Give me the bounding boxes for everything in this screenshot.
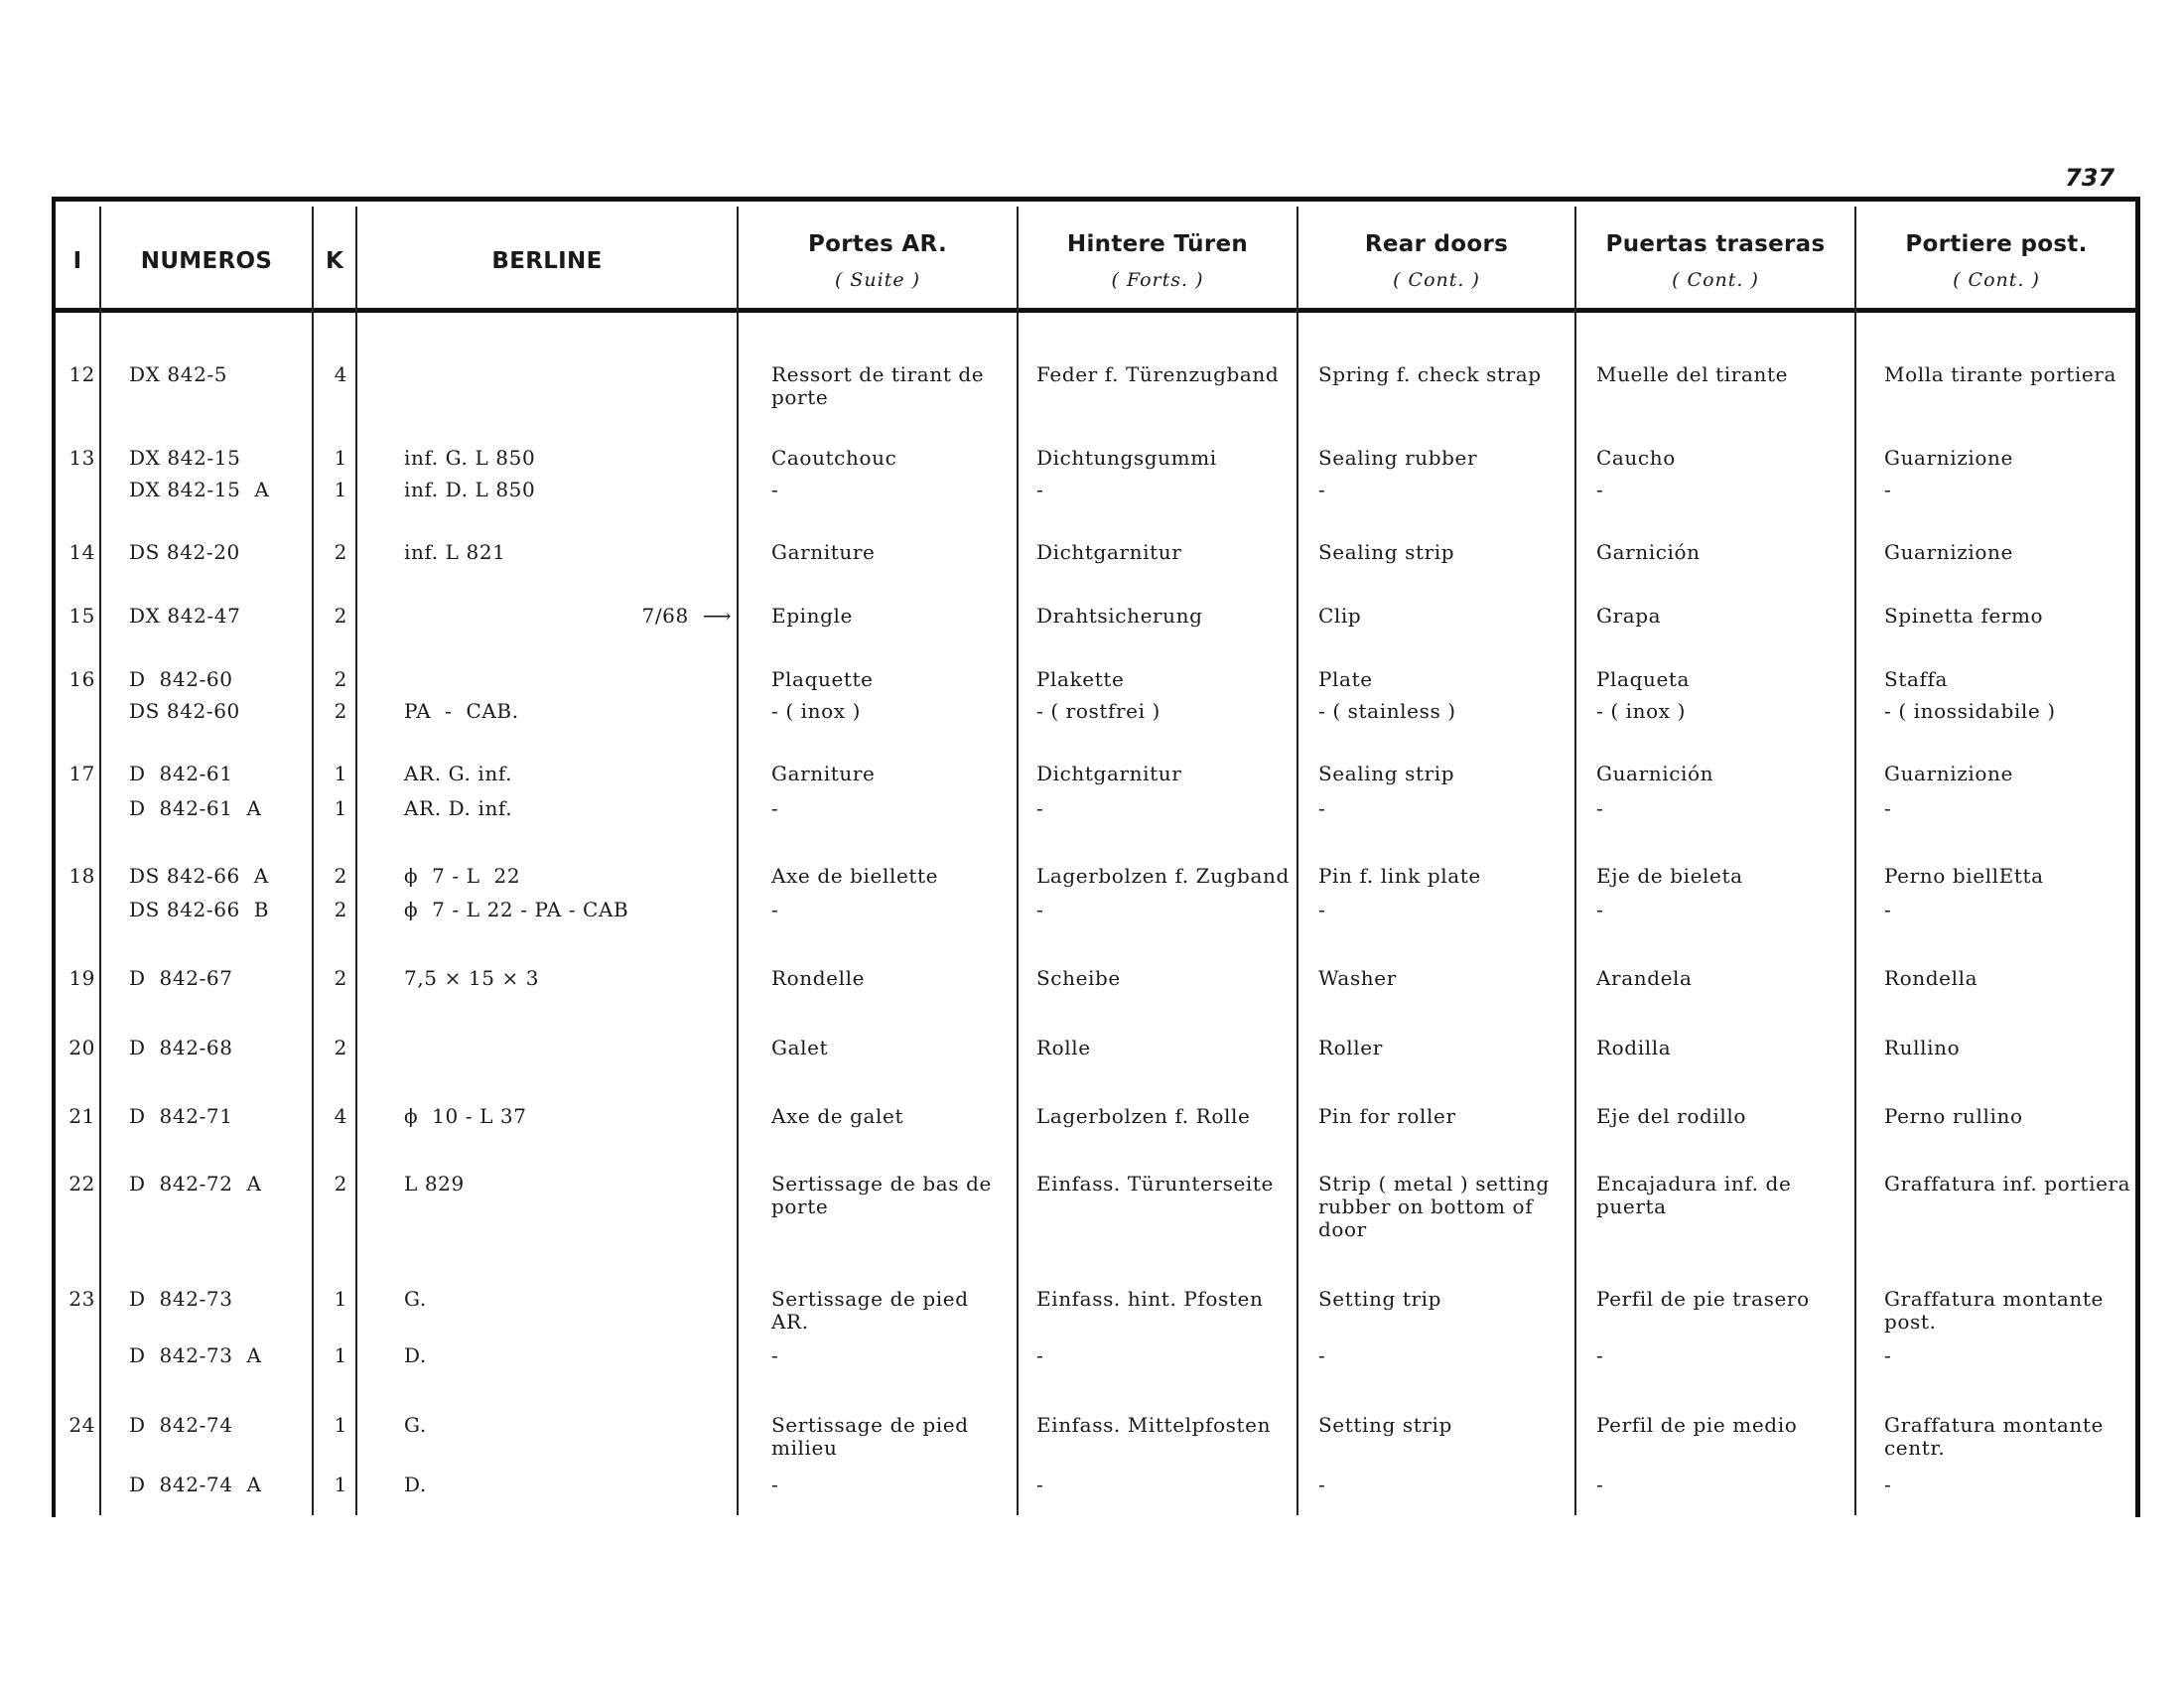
column-divider bbox=[99, 207, 101, 1515]
cell-french: Epingle bbox=[771, 604, 853, 628]
cell-german: - ( rostfrei ) bbox=[1036, 699, 1160, 723]
page-number: 737 bbox=[2065, 164, 2116, 192]
cell-italian: Perno rullino bbox=[1884, 1104, 2023, 1128]
cell-numero: D 842-60 bbox=[129, 667, 233, 691]
cell-numero: D 842-74 bbox=[129, 1413, 233, 1437]
cell-spanish: Caucho bbox=[1596, 446, 1676, 470]
table-top-border bbox=[52, 197, 2140, 202]
cell-german: Dichtgarnitur bbox=[1036, 762, 1182, 785]
header-german-label: Hintere Türen bbox=[1066, 231, 1249, 257]
cell-spanish: - bbox=[1596, 898, 1604, 921]
cell-english: Sealing strip bbox=[1318, 762, 1455, 785]
header-divider bbox=[52, 308, 2140, 313]
cell-numero: D 842-73 A bbox=[129, 1343, 262, 1367]
cell-berline: D. bbox=[404, 1343, 427, 1367]
cell-german: Einfass. hint. Pfosten bbox=[1036, 1287, 1264, 1311]
cell-k: 1 bbox=[334, 446, 347, 470]
cell-numero: D 842-68 bbox=[129, 1036, 233, 1059]
column-divider bbox=[355, 207, 357, 1515]
cell-english: Sealing strip bbox=[1318, 540, 1455, 564]
cell-french: Rondelle bbox=[771, 966, 866, 990]
cell-italian: - bbox=[1884, 1343, 1892, 1367]
cell-berline: ϕ 7 - L 22 - PA - CAB bbox=[404, 898, 629, 921]
cell-numero: D 842-67 bbox=[129, 966, 233, 990]
cell-italian: Rullino bbox=[1884, 1036, 1961, 1059]
cell-spanish: Plaqueta bbox=[1596, 667, 1691, 691]
cell-index: 22 bbox=[68, 1172, 95, 1196]
cell-french: Sertissage de pied AR. bbox=[771, 1287, 976, 1334]
cell-english: Clip bbox=[1318, 604, 1362, 628]
column-divider bbox=[1017, 207, 1019, 1515]
header-numeros bbox=[101, 216, 312, 306]
cell-k: 1 bbox=[334, 1343, 347, 1367]
cell-spanish: Garnición bbox=[1596, 540, 1701, 564]
cell-spanish: - bbox=[1596, 796, 1604, 820]
cell-spanish: Perfil de pie medio bbox=[1596, 1413, 1798, 1437]
header-german bbox=[1019, 216, 1297, 306]
cell-german: Lagerbolzen f. Zugband bbox=[1036, 864, 1290, 888]
header-k bbox=[314, 216, 355, 306]
header-french bbox=[739, 216, 1017, 306]
cell-numero: DX 842-5 bbox=[129, 362, 228, 386]
cell-numero: D 842-74 A bbox=[129, 1473, 262, 1496]
cell-german: Feder f. Türenzugband bbox=[1036, 362, 1280, 386]
cell-german: Drahtsicherung bbox=[1036, 604, 1203, 628]
cell-italian: - bbox=[1884, 478, 1892, 501]
cell-english: Spring f. check strap bbox=[1318, 362, 1542, 386]
cell-italian: Graffatura montante centr. bbox=[1884, 1413, 2104, 1460]
cell-german: Lagerbolzen f. Rolle bbox=[1036, 1104, 1251, 1128]
cell-english: Sealing rubber bbox=[1318, 446, 1478, 470]
cell-index: 14 bbox=[68, 540, 95, 564]
cell-numero: DX 842-15 bbox=[129, 446, 241, 470]
cell-english: Pin f. link plate bbox=[1318, 864, 1481, 888]
cell-index: 15 bbox=[68, 604, 95, 628]
cell-english: Setting trip bbox=[1318, 1287, 1442, 1311]
cell-k: 2 bbox=[334, 966, 347, 990]
cell-french: - ( inox ) bbox=[771, 699, 862, 723]
cell-k: 2 bbox=[334, 540, 347, 564]
cell-french: - bbox=[771, 898, 779, 921]
cell-index: 17 bbox=[68, 762, 95, 785]
cell-german: Scheibe bbox=[1036, 966, 1121, 990]
column-divider bbox=[312, 207, 314, 1515]
cell-index: 13 bbox=[68, 446, 95, 470]
cell-numero: D 842-72 A bbox=[129, 1172, 262, 1196]
cell-k: 2 bbox=[334, 667, 347, 691]
header-index-label: I bbox=[72, 248, 82, 274]
cell-numero: DX 842-15 A bbox=[129, 478, 270, 501]
cell-english: Roller bbox=[1318, 1036, 1383, 1059]
cell-spanish: Eje de bieleta bbox=[1596, 864, 1743, 888]
cell-spanish: Guarnición bbox=[1596, 762, 1714, 785]
header-italian-sub: ( Cont. ) bbox=[1953, 269, 2040, 291]
cell-k: 1 bbox=[334, 796, 347, 820]
cell-k: 1 bbox=[334, 1473, 347, 1496]
cell-english: - bbox=[1318, 478, 1326, 501]
cell-spanish: Rodilla bbox=[1596, 1036, 1672, 1059]
cell-italian: - bbox=[1884, 1473, 1892, 1496]
cell-numero: DX 842-47 bbox=[129, 604, 241, 628]
cell-german: - bbox=[1036, 898, 1044, 921]
cell-berline: inf. G. L 850 bbox=[404, 446, 536, 470]
cell-french: - bbox=[771, 1473, 779, 1496]
header-index bbox=[56, 216, 99, 306]
cell-german: Rolle bbox=[1036, 1036, 1091, 1059]
cell-spanish: - bbox=[1596, 1473, 1604, 1496]
cell-italian: - ( inossidabile ) bbox=[1884, 699, 2056, 723]
header-english-label: Rear doors bbox=[1364, 231, 1509, 257]
cell-french: - bbox=[771, 1343, 779, 1367]
column-divider bbox=[1574, 207, 1576, 1515]
cell-english: Strip ( metal ) setting rubber on bottom of door bbox=[1318, 1172, 1550, 1241]
cell-berline: ϕ 10 - L 37 bbox=[404, 1104, 527, 1128]
cell-index: 21 bbox=[68, 1104, 95, 1128]
cell-german: - bbox=[1036, 796, 1044, 820]
cell-k: 1 bbox=[334, 762, 347, 785]
header-spanish-label: Puertas traseras bbox=[1605, 231, 1826, 257]
cell-spanish: Arandela bbox=[1596, 966, 1693, 990]
cell-italian: - bbox=[1884, 796, 1892, 820]
column-divider bbox=[737, 207, 739, 1515]
cell-french: - bbox=[771, 478, 779, 501]
cell-berline: AR. D. inf. bbox=[404, 796, 513, 820]
cell-index: 24 bbox=[68, 1413, 95, 1437]
cell-spanish: Muelle del tirante bbox=[1596, 362, 1789, 386]
cell-german: Dichtgarnitur bbox=[1036, 540, 1182, 564]
header-german-sub: ( Forts. ) bbox=[1111, 269, 1204, 291]
cell-french: Axe de biellette bbox=[771, 864, 939, 888]
cell-berline: D. bbox=[404, 1473, 427, 1496]
cell-french: - bbox=[771, 796, 779, 820]
cell-berline: inf. D. L 850 bbox=[404, 478, 536, 501]
header-k-label: K bbox=[325, 248, 344, 274]
cell-french: Caoutchouc bbox=[771, 446, 897, 470]
cell-french: Axe de galet bbox=[771, 1104, 904, 1128]
cell-k: 2 bbox=[334, 898, 347, 921]
cell-numero: D 842-73 bbox=[129, 1287, 233, 1311]
cell-french: Sertissage de pied milieu bbox=[771, 1413, 969, 1460]
header-berline bbox=[357, 216, 737, 306]
cell-berline: ϕ 7 - L 22 bbox=[404, 864, 521, 888]
header-spanish-sub: ( Cont. ) bbox=[1672, 269, 1759, 291]
cell-german: - bbox=[1036, 1343, 1044, 1367]
cell-numero: DS 842-20 bbox=[129, 540, 240, 564]
cell-berline: G. bbox=[404, 1287, 427, 1311]
column-divider bbox=[1854, 207, 1856, 1515]
column-divider bbox=[1297, 207, 1298, 1515]
cell-spanish: - bbox=[1596, 478, 1604, 501]
cell-index: 12 bbox=[68, 362, 95, 386]
cell-german: Einfass. Türunterseite bbox=[1036, 1172, 1274, 1196]
cell-berline: inf. L 821 bbox=[404, 540, 506, 564]
cell-english: Washer bbox=[1318, 966, 1397, 990]
cell-french: Plaquette bbox=[771, 667, 874, 691]
cell-italian: Guarnizione bbox=[1884, 446, 2013, 470]
cell-spanish: Encajadura inf. de puerta bbox=[1596, 1172, 1792, 1218]
cell-k: 2 bbox=[334, 1172, 347, 1196]
cell-german: Dichtungsgummi bbox=[1036, 446, 1217, 470]
cell-berline: 7/68 ⟶ bbox=[641, 604, 732, 628]
cell-italian: Graffatura inf. portiera bbox=[1884, 1172, 2131, 1196]
cell-italian: Graffatura montante post. bbox=[1884, 1287, 2104, 1334]
cell-english: - ( stainless ) bbox=[1318, 699, 1456, 723]
cell-italian: Guarnizione bbox=[1884, 540, 2013, 564]
parts-table bbox=[52, 197, 2140, 1517]
cell-italian: Molla tirante portiera bbox=[1884, 362, 2116, 386]
cell-spanish: - ( inox ) bbox=[1596, 699, 1687, 723]
header-french-sub: ( Suite ) bbox=[834, 269, 921, 291]
cell-berline: L 829 bbox=[404, 1172, 465, 1196]
cell-english: - bbox=[1318, 1343, 1326, 1367]
cell-italian: Guarnizione bbox=[1884, 762, 2013, 785]
cell-k: 1 bbox=[334, 1413, 347, 1437]
cell-spanish: - bbox=[1596, 1343, 1604, 1367]
cell-italian: Rondella bbox=[1884, 966, 1979, 990]
cell-french: Garniture bbox=[771, 540, 876, 564]
header-spanish bbox=[1576, 216, 1854, 306]
cell-french: Garniture bbox=[771, 762, 876, 785]
cell-english: - bbox=[1318, 796, 1326, 820]
cell-english: Plate bbox=[1318, 667, 1373, 691]
cell-italian: Staffa bbox=[1884, 667, 1948, 691]
cell-k: 4 bbox=[334, 362, 347, 386]
cell-french: Sertissage de bas de porte bbox=[771, 1172, 992, 1218]
cell-english: - bbox=[1318, 898, 1326, 921]
cell-index: 19 bbox=[68, 966, 95, 990]
cell-english: Pin for roller bbox=[1318, 1104, 1456, 1128]
cell-berline: AR. G. inf. bbox=[404, 762, 513, 785]
cell-numero: DS 842-66 A bbox=[129, 864, 269, 888]
header-italian bbox=[1856, 216, 2136, 306]
cell-french: Ressort de tirant de porte bbox=[771, 362, 985, 409]
cell-k: 2 bbox=[334, 864, 347, 888]
cell-index: 23 bbox=[68, 1287, 95, 1311]
cell-spanish: Grapa bbox=[1596, 604, 1662, 628]
cell-spanish: Perfil de pie trasero bbox=[1596, 1287, 1810, 1311]
table-left-border bbox=[52, 197, 56, 1517]
cell-index: 18 bbox=[68, 864, 95, 888]
cell-index: 16 bbox=[68, 667, 95, 691]
cell-k: 1 bbox=[334, 1287, 347, 1311]
cell-italian: - bbox=[1884, 898, 1892, 921]
cell-index: 20 bbox=[68, 1036, 95, 1059]
cell-german: Einfass. Mittelpfosten bbox=[1036, 1413, 1272, 1437]
header-italian-label: Portiere post. bbox=[1905, 231, 2088, 257]
cell-italian: Perno biellEtta bbox=[1884, 864, 2044, 888]
cell-numero: DS 842-60 bbox=[129, 699, 240, 723]
cell-german: - bbox=[1036, 478, 1044, 501]
cell-numero: D 842-61 bbox=[129, 762, 233, 785]
cell-berline: 7,5 × 15 × 3 bbox=[404, 966, 540, 990]
cell-k: 2 bbox=[334, 1036, 347, 1059]
cell-k: 1 bbox=[334, 478, 347, 501]
header-english-sub: ( Cont. ) bbox=[1393, 269, 1480, 291]
cell-english: Setting strip bbox=[1318, 1413, 1452, 1437]
cell-berline: G. bbox=[404, 1413, 427, 1437]
cell-english: - bbox=[1318, 1473, 1326, 1496]
cell-k: 2 bbox=[334, 604, 347, 628]
header-english bbox=[1298, 216, 1574, 306]
cell-spanish: Eje del rodillo bbox=[1596, 1104, 1747, 1128]
cell-k: 2 bbox=[334, 699, 347, 723]
cell-italian: Spinetta fermo bbox=[1884, 604, 2044, 628]
cell-numero: D 842-61 A bbox=[129, 796, 262, 820]
cell-german: Plakette bbox=[1036, 667, 1125, 691]
cell-german: - bbox=[1036, 1473, 1044, 1496]
header-french-label: Portes AR. bbox=[808, 231, 947, 257]
cell-french: Galet bbox=[771, 1036, 829, 1059]
cell-k: 4 bbox=[334, 1104, 347, 1128]
cell-numero: D 842-71 bbox=[129, 1104, 233, 1128]
cell-numero: DS 842-66 B bbox=[129, 898, 270, 921]
header-berline-label: BERLINE bbox=[491, 248, 603, 274]
cell-berline: PA - CAB. bbox=[404, 699, 519, 723]
header-numeros-label: NUMEROS bbox=[140, 248, 273, 274]
